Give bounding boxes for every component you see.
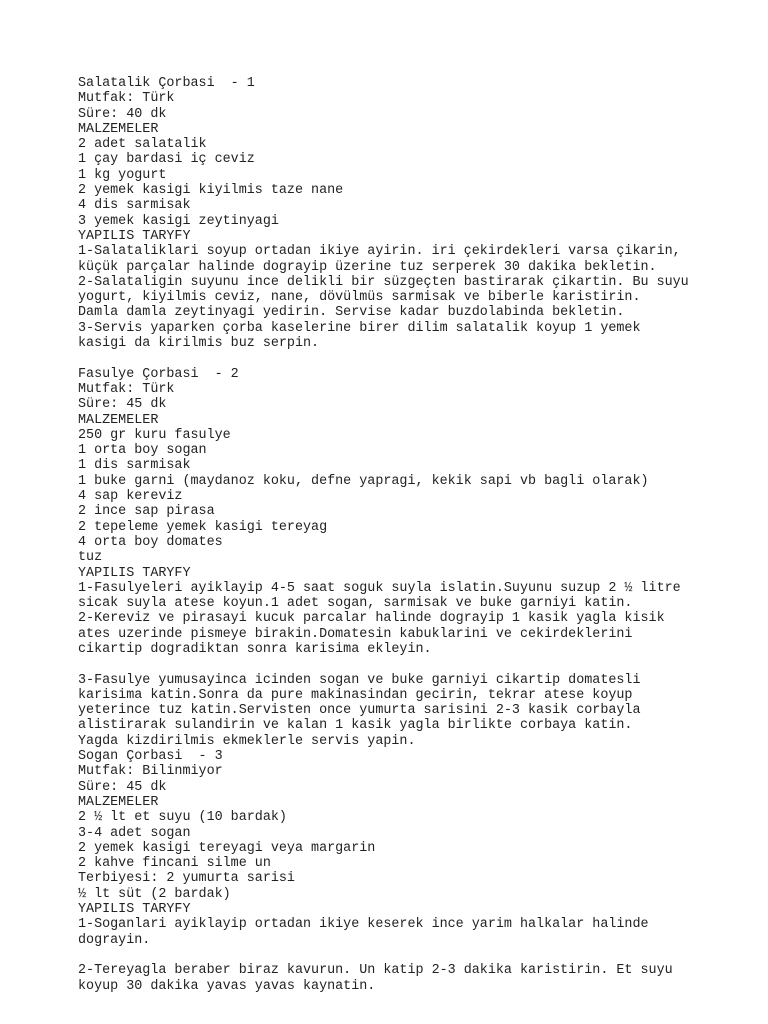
text-line: Fasulye Çorbasi - 2: [78, 366, 239, 382]
text-line: 3-Fasulye yumusayinca icinden sogan ve buke garniyi cikartip domatesli: [78, 672, 641, 688]
text-line: alistirarak sulandirin ve kalan 1 kasik yagla birlikte corbaya katin.: [78, 718, 633, 734]
text-line: 2 ince sap pirasa: [78, 504, 215, 520]
text-line: Mutfak: Bilinmiyor: [78, 764, 223, 780]
text-line: 2 tepeleme yemek kasigi tereyag: [78, 519, 328, 535]
text-line: 1-Soganlari ayiklayip ortadan ikiye keserek ince yarim halkalar halinde: [78, 917, 649, 933]
text-line: koyup 30 dakika yavas yavas kaynatin.: [78, 978, 376, 994]
text-line: 4 dis sarmisak: [78, 198, 191, 214]
text-line: YAPILIS TARYFY: [78, 565, 191, 581]
text-line: YAPILIS TARYFY: [78, 902, 191, 918]
text-line: 4 orta boy domates: [78, 534, 223, 550]
text-line: Mutfak: Türk: [78, 91, 175, 107]
text-line: 3-4 adet sogan: [78, 825, 191, 841]
text-line: yeterince tuz katin.Servisten once yumurta sarisini 2-3 kasik corbayla: [78, 703, 641, 719]
text-line: 1 çay bardasi iç ceviz: [78, 152, 255, 168]
text-line: Süre: 45 dk: [78, 779, 167, 795]
text-line: 2 kahve fincani silme un: [78, 856, 271, 872]
text-line: 2 ½ lt et suyu (10 bardak): [78, 810, 287, 826]
text-line: 1 buke garni (maydanoz koku, defne yapragi, kekik sapi vb bagli olarak): [78, 473, 649, 489]
text-line: kasigi da kirilmis buz serpin.: [78, 336, 320, 352]
text-line: Yagda kizdirilmis ekmeklerle servis yapin.: [78, 733, 416, 749]
text-line: 3-Servis yaparken çorba kaselerine birer dilim salatalik koyup 1 yemek: [78, 320, 641, 336]
text-line: yogurt, kiyilmis ceviz, nane, dövülmüs sarmisak ve biberle karistirin.: [78, 290, 641, 306]
text-line: 1-Fasulyeleri ayiklayip 4-5 saat soguk suyla islatin.Suyunu suzup 2 ½ litre: [78, 580, 681, 596]
text-line: 2-Tereyagla beraber biraz kavurun. Un katip 2-3 dakika karistirin. Et suyu: [78, 963, 673, 979]
text-line: sicak suyla atese koyun.1 adet sogan, sarmisak ve buke garniyi katin.: [78, 596, 633, 612]
text-line: 2-Salataligin suyunu ince delikli bir süzgeçten bastirarak çikartin. Bu suyu: [78, 274, 689, 290]
text-line: 2 yemek kasigi tereyagi veya margarin: [78, 840, 376, 856]
text-line: Damla damla zeytinyagi yedirin. Servise kadar buzdolabinda bekletin.: [78, 305, 625, 321]
text-line: karisima katin.Sonra da pure makinasindan gecirin, tekrar atese koyup: [78, 687, 633, 703]
text-line: 1 kg yogurt: [78, 167, 167, 183]
text-line: dograyin.: [78, 932, 151, 948]
text-line: YAPILIS TARYFY: [78, 228, 191, 244]
text-line: 1 orta boy sogan: [78, 443, 207, 459]
text-line: tuz: [78, 550, 103, 566]
blank-line: [78, 948, 758, 963]
document-page: [78, 76, 758, 994]
text-line: Süre: 45 dk: [78, 397, 167, 413]
text-line: ½ lt süt (2 bardak): [78, 886, 231, 902]
text-line: MALZEMELER: [78, 794, 159, 810]
blank-line: [78, 657, 758, 672]
text-line: 250 gr kuru fasulye: [78, 427, 231, 443]
text-line: Salatalik Çorbasi - 1: [78, 76, 255, 91]
text-line: MALZEMELER: [78, 412, 159, 428]
text-line: MALZEMELER: [78, 121, 159, 137]
text-line: Süre: 40 dk: [78, 106, 167, 122]
text-line: ates uzerinde pismeye birakin.Domatesin kabuklarini ve cekirdeklerini: [78, 626, 633, 642]
text-line: 2-Kereviz ve pirasayi kucuk parcalar halinde dograyip 1 kasik yagla kisik: [78, 611, 665, 627]
text-line: 1 dis sarmisak: [78, 458, 191, 474]
text-line: küçük parçalar halinde dograyip üzerine tuz serperek 30 dakika bekletin.: [78, 259, 657, 275]
text-line: 1-Salataliklari soyup ortadan ikiye ayirin. iri çekirdekleri varsa çikarin,: [78, 244, 681, 260]
text-line: cikartip dogradiktan sonra karisima ekleyin.: [78, 641, 432, 657]
text-line: Sogan Çorbasi - 3: [78, 749, 223, 765]
text-line: Terbiyesi: 2 yumurta sarisi: [78, 871, 295, 887]
blank-line: [78, 351, 758, 366]
text-line: 2 yemek kasigi kiyilmis taze nane: [78, 183, 344, 199]
text-line: 2 adet salatalik: [78, 137, 207, 153]
text-line: Mutfak: Türk: [78, 381, 175, 397]
text-line: 4 sap kereviz: [78, 489, 183, 505]
text-line: 3 yemek kasigi zeytinyagi: [78, 213, 279, 229]
